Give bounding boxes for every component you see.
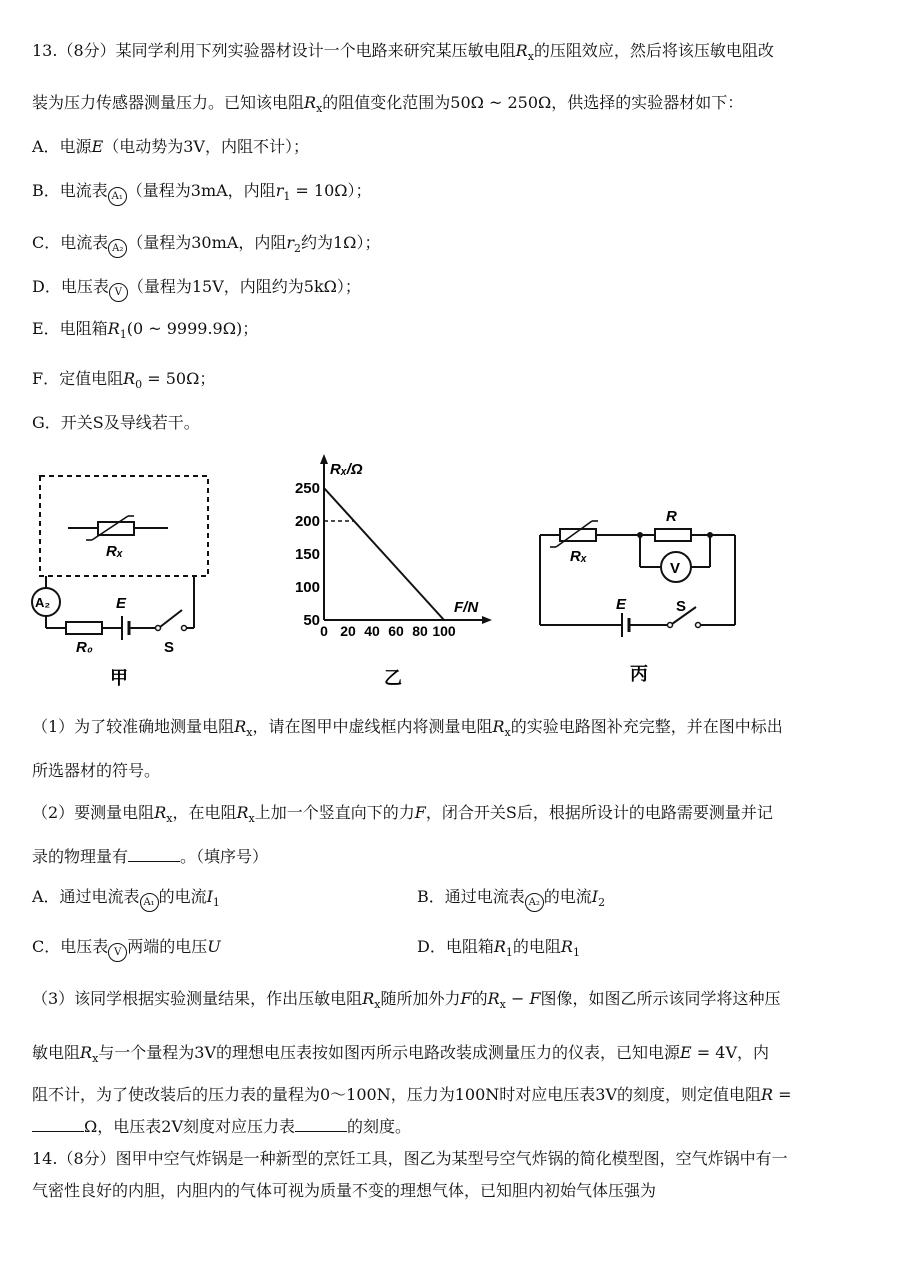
- series-line: [324, 488, 444, 620]
- caption-yi: 乙: [384, 668, 402, 688]
- part3-line1: （3）该同学根据实验测量结果，作出压敏电阻$R_x$随所加外力F的$R_x - F$图像，如图乙所示该同学将这种压: [32, 989, 781, 1012]
- q13-line1: 13.（8分）某同学利用下列实验器材设计一个电路来研究某压敏电阻$R_x$的压阻效应，然后将该压敏电阻改: [32, 41, 774, 64]
- x-tick-label: 20: [340, 623, 356, 639]
- ammeter-a1-icon: A₁: [140, 893, 159, 912]
- label-a2-jia: A₂: [35, 595, 51, 610]
- x-axis-label: F/N: [454, 599, 479, 616]
- answer-blank-2[interactable]: [128, 847, 180, 862]
- part2-options-cd: C．电压表 V 两端的电压U D．电阻箱$R_1$的电阻$R_1$: [32, 936, 892, 962]
- option-a: A．电源E（电动势为3V，内阻不计）；: [32, 137, 309, 156]
- label-r-bing: R: [666, 508, 677, 525]
- part2-line2: 录的物理量有 。（填序号）: [32, 847, 269, 866]
- ammeter-a2-icon: A₂: [108, 239, 127, 258]
- label-r0-jia: R₀: [76, 639, 93, 656]
- option-b: B．电流表 A₁ （量程为3mA，内阻$r_1 = 10\Omega$）；: [32, 180, 372, 208]
- x-tick-label: 60: [388, 623, 404, 639]
- voltmeter-icon: V: [108, 943, 127, 962]
- ammeter-a1-icon: A₁: [108, 187, 127, 206]
- y-tick-label: 250: [294, 480, 320, 497]
- voltmeter-icon: V: [109, 283, 128, 302]
- x-tick-label: 0: [320, 623, 328, 639]
- figure-yi-chart: [290, 452, 500, 692]
- y-tick-label: 150: [294, 546, 320, 563]
- y-tick-label: 100: [294, 579, 320, 596]
- part2-line1: （2）要测量电阻$R_x$，在电阻$R_x$上加一个竖直向下的力F，闭合开关S后，根据所设计的电路需要测量并记: [32, 803, 773, 826]
- q13-line2: 装为压力传感器测量压力。已知该电阻$R_x$的阻值变化范围为50Ω ~ 250Ω，供选择的实验器材如下：: [32, 93, 744, 116]
- figure-jia: [28, 470, 228, 690]
- label-v-bing: V: [670, 560, 681, 577]
- x-tick-label: 100: [432, 623, 456, 639]
- figure-bing: [530, 495, 750, 690]
- option-e: E．电阻箱$R_1(0$ ~ 9999.9Ω)；: [32, 319, 259, 342]
- y-tick-label: 50: [303, 612, 320, 629]
- label-rx-bing: Rₓ: [570, 548, 587, 565]
- x-tick-label: 80: [412, 623, 428, 639]
- caption-jia: 甲: [110, 668, 128, 688]
- option-g: G．开关S及导线若干。: [32, 413, 200, 432]
- y-tick-label: 200: [294, 513, 320, 530]
- y-axis-label: Rₓ/Ω: [330, 461, 363, 478]
- part3-line4: Ω，电压表2V刻度对应压力表 的刻度。: [32, 1116, 411, 1138]
- ammeter-a2-icon: A₂: [525, 893, 544, 912]
- option-f: F．定值电阻$R_0 = 50\Omega$；: [32, 369, 216, 392]
- part2-options-ab: A．通过电流表 A₁ 的电流$I_1$ B．通过电流表 A₂ 的电流$I_2$: [32, 886, 892, 914]
- x-tick-label: 40: [364, 623, 380, 639]
- q14-line1: 14.（8分）图甲中空气炸锅是一种新型的烹饪工具，图乙为某型号空气炸锅的简化模型图，空气炸锅中有一: [32, 1149, 788, 1168]
- option-d: D．电压表 V （量程为15V，内阻约为5kΩ）；: [32, 276, 361, 302]
- part3-line3: 阻不计，为了使改装后的压力表的量程为0～100N，压力为100N时对应电压表3V的刻度，则定值电阻R =: [32, 1085, 792, 1104]
- part1-line1: （1）为了较准确地测量电阻$R_x$，请在图甲中虚线框内将测量电阻$R_x$的实验电路图补充完整，并在图中标出: [32, 717, 783, 740]
- answer-blank-force[interactable]: [295, 1117, 347, 1132]
- option-c: C．电流表 A₂ （量程为30mA，内阻$r_2$约为1Ω）；: [32, 232, 380, 260]
- part3-line2: 敏电阻$R_x$与一个量程为3V的理想电压表按如图丙所示电路改装成测量压力的仪表，已知电源E = 4V，内: [32, 1043, 770, 1066]
- part1-line2: 所选器材的符号。: [32, 761, 161, 780]
- label-s-jia: S: [164, 639, 175, 656]
- answer-blank-r[interactable]: [32, 1117, 84, 1132]
- label-e-jia: E: [116, 595, 127, 612]
- caption-bing: 丙: [630, 664, 648, 684]
- label-s-bing: S: [676, 598, 687, 615]
- q14-line2: 气密性良好的内胆，内胆内的气体可视为质量不变的理想气体，已知胆内初始气体压强为: [32, 1181, 657, 1200]
- label-rx-jia: Rₓ: [106, 543, 123, 560]
- label-e-bing: E: [616, 596, 627, 613]
